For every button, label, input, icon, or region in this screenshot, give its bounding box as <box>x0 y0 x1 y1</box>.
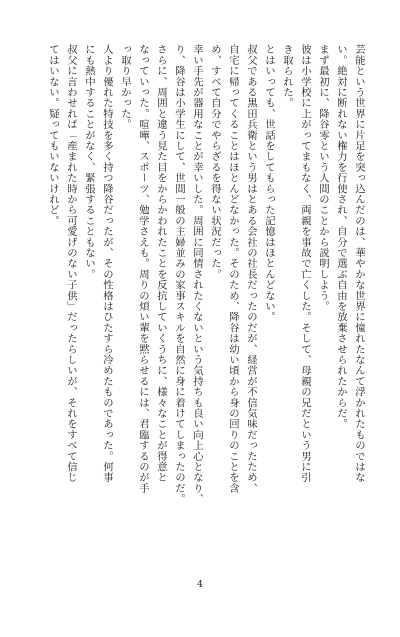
text-column: てはいない。疑ってもいないけれど。 <box>47 44 59 226</box>
page-number: 4 <box>197 580 203 590</box>
text-column: 自宅に帰ってくることはほとんどなかった。そのため、降谷は幼い頃から身の回りのことを含 <box>227 44 239 494</box>
text-column: にも熱中することがなく、緊張することもない。 <box>83 44 95 280</box>
text-column: 叔父である黒田兵衛という男はとある会社の社長だったのだが、経営が不信気味だったため、 <box>245 44 257 494</box>
text-column: 芸能という世界に片足を突っ込んだのは、華やかな世界に憧れたなんて浮かれたものではな <box>353 44 365 483</box>
text-column: 叔父に言わせれば「産まれた時から可愛げのない子供」だったらしいが、それをすべて信じ <box>65 44 77 483</box>
text-column: なっていった。喧嘩、スポーツ、勉学さえも。周りの煩い輩を黙らせるには、君臨するのが手 <box>137 44 149 494</box>
text-column: まず最初に、降谷零という人間のことから説明しよう。 <box>317 44 329 312</box>
text-column: 彼は小学校に上がってまもなく、両親を事故で亡くした。そして、母親の兄だという男に引 <box>299 44 311 483</box>
text-column: め、すべて自分でやらざるを得ない状況だった。 <box>209 44 221 280</box>
text-column: とはいっても、世話をしてもらった記憶はほとんどない。 <box>263 44 275 323</box>
text-column: り、降谷は小学生にして、世間一般の主婦並みの家事スキルを自然に身に着けてしまったのだ。 <box>173 44 185 505</box>
text-column: 幸い手先が器用なことが幸いした。周囲に同情されたくないという気持ちも良い向上心となり、 <box>191 44 203 505</box>
text-column: さらに、周囲と違う見た目をからかわれたことを反抗していくうちに、様々なことが得意と <box>155 44 167 483</box>
body-text <box>47 44 365 556</box>
text-column: い。絶対に断れない権力を行使され、自分で選ぶ自由を放棄させられたからだ。 <box>335 44 347 430</box>
text-column: き取られた。 <box>281 44 293 109</box>
text-column: 人より優れた特技を多く持つ降谷だったが、その性格はひたすら冷めたものであった。何事 <box>101 44 113 483</box>
text-column: っ取り早かった。 <box>119 44 131 130</box>
